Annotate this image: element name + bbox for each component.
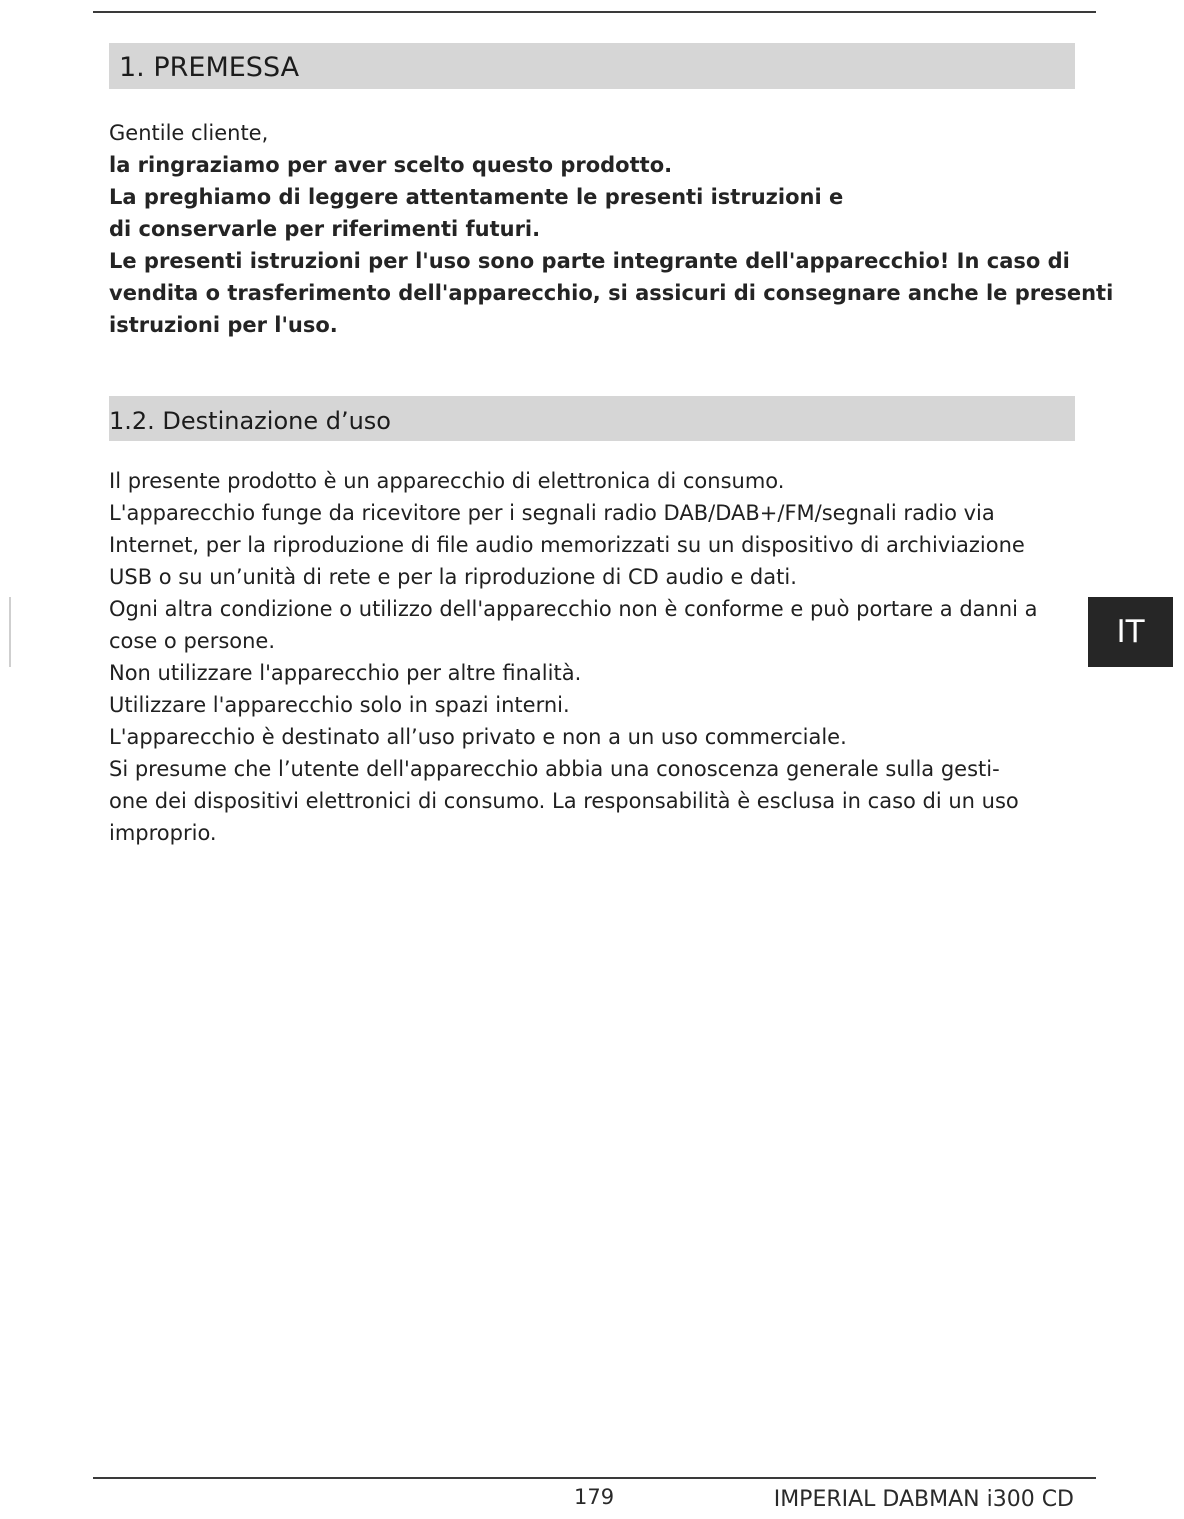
- body-line: improprio.: [109, 821, 217, 845]
- body-line: Internet, per la riproduzione di file audio memorizzati su un dispositivo di archiviazione: [109, 533, 1025, 557]
- intro-line: La preghiamo di leggere attentamente le presenti istruzioni e: [109, 185, 844, 209]
- margin-mark: [9, 597, 11, 667]
- intro-line: istruzioni per l'uso.: [109, 313, 338, 337]
- body-line: cose o persone.: [109, 629, 276, 653]
- body-line: Si presume che l’utente dell'apparecchio abbia una conoscenza generale sulla gesti-: [109, 757, 1000, 781]
- intro-line: Le presenti istruzioni per l'uso sono parte integrante dell'apparecchio! In caso di: [109, 249, 1070, 273]
- section-2-title: 1.2. Destinazione d’uso: [109, 407, 391, 435]
- section-1-body: [109, 117, 1114, 341]
- top-rule: [93, 11, 1096, 13]
- body-line: L'apparecchio è destinato all’uso privato e non a un uso commerciale.: [109, 725, 847, 749]
- language-tab: IT: [1088, 597, 1173, 667]
- footer-product-name: IMPERIAL DABMAN i300 CD: [773, 1487, 1074, 1512]
- bottom-rule: [93, 1477, 1096, 1479]
- section-2-body: [109, 465, 1079, 849]
- body-line: USB o su un’unità di rete e per la riproduzione di CD audio e dati.: [109, 565, 797, 589]
- intro-line: di conservarle per riferimenti futuri.: [109, 217, 541, 241]
- body-line: L'apparecchio funge da ricevitore per i segnali radio DAB/DAB+/FM/segnali radio via: [109, 501, 995, 525]
- body-line: Utilizzare l'apparecchio solo in spazi interni.: [109, 693, 570, 717]
- body-line: Il presente prodotto è un apparecchio di elettronica di consumo.: [109, 469, 785, 493]
- body-line: one dei dispositivi elettronici di consumo. La responsabilità è esclusa in caso di un uso: [109, 789, 1019, 813]
- body-line: Non utilizzare l'apparecchio per altre finalità.: [109, 661, 582, 685]
- greeting-line: Gentile cliente,: [109, 121, 269, 145]
- body-line: Ogni altra condizione o utilizzo dell'apparecchio non è conforme e può portare a danni a: [109, 597, 1038, 621]
- section-1-title: 1. PREMESSA: [119, 52, 300, 83]
- intro-line: vendita o trasferimento dell'apparecchio, si assicuri di consegnare anche le presenti: [109, 281, 1114, 305]
- page-number: 179: [574, 1485, 615, 1509]
- intro-line: la ringraziamo per aver scelto questo prodotto.: [109, 153, 673, 177]
